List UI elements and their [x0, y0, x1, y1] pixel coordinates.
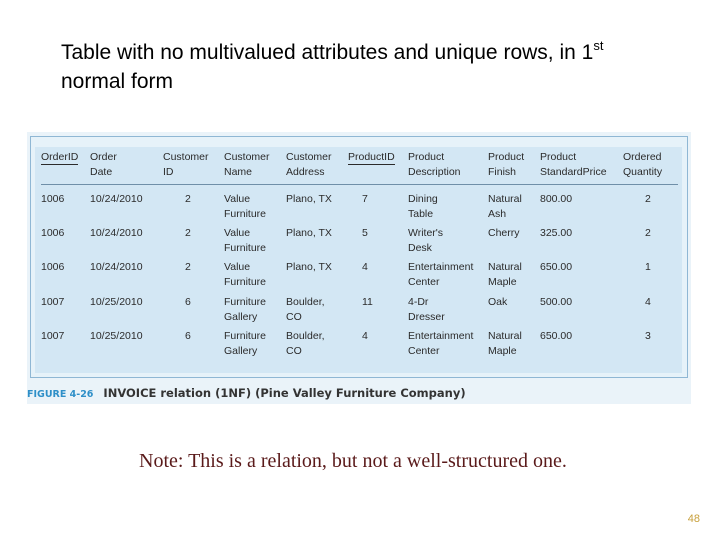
table-cell: 5: [362, 226, 368, 239]
table-frame: [30, 136, 688, 378]
table-cell: 1007: [41, 330, 65, 342]
table-cell: 1006: [41, 226, 65, 239]
table-cell: 4-Dr Dresser: [408, 295, 445, 323]
table-cell: Cherry: [488, 226, 520, 239]
column-header: Product Description: [408, 150, 488, 185]
table-cell: 10/24/2010: [90, 226, 143, 239]
table-cell: Furniture Gallery: [224, 295, 267, 323]
table-row: [41, 329, 678, 364]
table-cell: 10/25/2010: [90, 295, 143, 308]
title-line-1-text: Table with no multivalued attributes and unique rows, in 1: [61, 41, 594, 64]
table-cell: Entertainment Center: [408, 261, 474, 288]
table-cell: Natural Ash: [488, 193, 522, 220]
table-cell: 7: [362, 193, 368, 205]
table-cell: 800.00: [540, 193, 573, 205]
table-cell: 1006: [41, 261, 65, 273]
column-header: Customer ID: [163, 150, 224, 185]
table-cell: 3: [645, 330, 651, 342]
table-cell: 4: [362, 330, 368, 342]
table-cell: Oak: [488, 295, 508, 308]
column-header-label: OrderID: [41, 151, 79, 163]
figure-label: FIGURE 4-26: [27, 389, 94, 400]
figure-invoice-relation: [27, 132, 691, 404]
figure-caption: [27, 386, 466, 400]
table-cell: 650.00: [540, 330, 573, 342]
table-cell: 2: [185, 226, 191, 239]
column-header: Customer Address: [286, 150, 348, 185]
column-header: Product StandardPrice: [540, 150, 623, 185]
table-cell: Furniture Gallery: [224, 330, 267, 357]
table-row: [41, 260, 678, 295]
table-cell: Value Furniture: [224, 193, 267, 220]
table-cell: 1: [645, 261, 651, 273]
table-row: [41, 185, 678, 226]
table-cell: 10/24/2010: [90, 261, 143, 273]
table-cell: 325.00: [540, 226, 573, 239]
table-cell: 1006: [41, 193, 65, 205]
table-cell: Plano, TX: [286, 193, 332, 205]
table-cell: 2: [185, 193, 191, 205]
table-background: [35, 147, 682, 373]
title-line-1: [61, 38, 701, 67]
slide-title: [61, 38, 701, 96]
table-cell: 6: [185, 330, 191, 342]
table-cell: Entertainment Center: [408, 330, 474, 357]
table-cell: 11: [362, 295, 373, 308]
table-cell: Plano, TX: [286, 226, 332, 239]
table-cell: 2: [645, 193, 651, 205]
table-cell: 1007: [41, 295, 65, 308]
column-header: [348, 150, 408, 185]
note-text: Note: This is a relation, but not a well-structured one.: [139, 450, 567, 472]
column-header: Customer Name: [224, 150, 286, 185]
table-cell: 10/24/2010: [90, 193, 143, 205]
title-line-2: normal form: [61, 70, 174, 93]
table-cell: Writer's Desk: [408, 226, 444, 254]
page-number: 48: [687, 513, 700, 525]
table-cell: 10/25/2010: [90, 330, 143, 342]
column-header: Ordered Quantity: [623, 150, 678, 185]
table-cell: 4: [645, 295, 651, 308]
table-cell: 2: [645, 226, 651, 239]
table-cell: 6: [185, 295, 191, 308]
title-superscript: st: [593, 38, 604, 53]
column-header-label: ProductID: [348, 151, 395, 163]
table-cell: 4: [362, 261, 368, 273]
table-header-row: [41, 150, 678, 185]
table-cell: Plano, TX: [286, 261, 332, 273]
table-cell: Boulder, CO: [286, 330, 325, 357]
table-cell: 500.00: [540, 295, 573, 308]
figure-caption-text: INVOICE relation (1NF) (Pine Valley Furniture Company): [103, 386, 466, 400]
table-cell: Natural Maple: [488, 330, 522, 357]
table-cell: Value Furniture: [224, 226, 267, 254]
column-header: [41, 150, 90, 185]
table-cell: Boulder, CO: [286, 295, 325, 323]
column-header: Product Finish: [488, 150, 540, 185]
column-header: Order Date: [90, 150, 163, 185]
table-row: [41, 295, 678, 330]
table-cell: 650.00: [540, 261, 573, 273]
table-cell: Value Furniture: [224, 261, 267, 288]
table-cell: Natural Maple: [488, 261, 522, 288]
table-cell: 2: [185, 261, 191, 273]
table-row: [41, 226, 678, 261]
invoice-table: [41, 150, 678, 364]
table-cell: Dining Table: [408, 193, 438, 220]
